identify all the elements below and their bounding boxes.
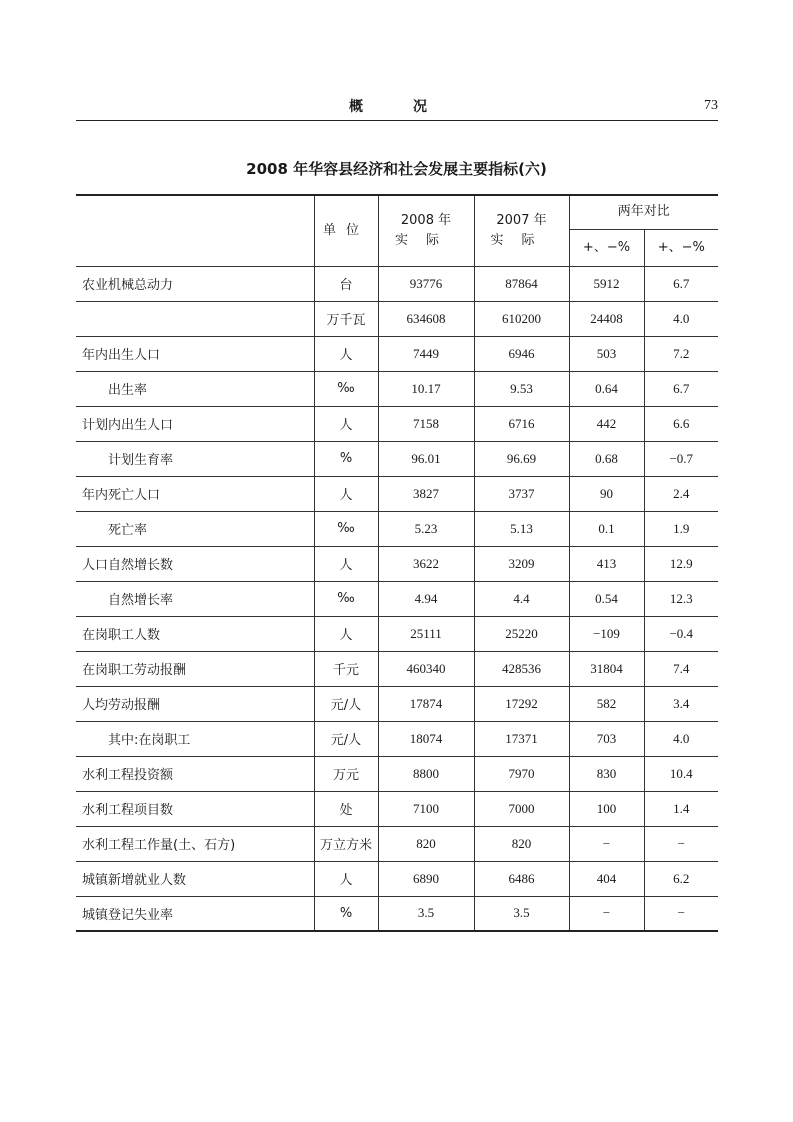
value-2007-cell: 17292 [474, 686, 569, 721]
table-title: 2008 年华容县经济和社会发展主要指标(六) [246, 160, 547, 178]
year-2007-label: 2007 年 [496, 212, 547, 228]
table-row [76, 756, 718, 791]
table-row [76, 441, 718, 476]
unit-cell: 处 [314, 791, 378, 826]
value-2008-cell: 96.01 [378, 441, 474, 476]
pct-cell: 1.4 [644, 791, 718, 826]
table-row [76, 896, 718, 931]
item-cell: 计划生育率 [76, 441, 314, 476]
item-cell: 水利工程工作量(土、石方) [76, 826, 314, 861]
unit-cell: ‰ [314, 581, 378, 616]
item-cell: 农业机械总动力 [76, 266, 314, 301]
table-row [76, 371, 718, 406]
value-2007-cell: 3209 [474, 546, 569, 581]
value-2008-cell: 8800 [378, 756, 474, 791]
table-row [76, 721, 718, 756]
page-number: 73 [704, 98, 718, 113]
diff-cell: 0.1 [569, 511, 644, 546]
value-2007-cell: 6716 [474, 406, 569, 441]
value-2007-cell: 3.5 [474, 896, 569, 931]
pct-column-header [644, 229, 718, 266]
year-2007-sub-label: 实际 [490, 232, 553, 248]
table-row [76, 546, 718, 581]
comparison-column-header [569, 195, 718, 229]
item-cell: 水利工程项目数 [76, 791, 314, 826]
year-2008-sub-label: 实际 [394, 232, 457, 248]
unit-cell: 万千瓦 [314, 301, 378, 336]
unit-cell: ‰ [314, 371, 378, 406]
unit-cell: 台 [314, 266, 378, 301]
item-cell: 出生率 [76, 371, 314, 406]
pct-cell: 2.4 [644, 476, 718, 511]
section-title: 概 况 [349, 99, 445, 115]
unit-cell: % [314, 441, 378, 476]
pct-cell: 4.0 [644, 301, 718, 336]
unit-cell: ‰ [314, 511, 378, 546]
value-2008-cell: 25111 [378, 616, 474, 651]
table-row [76, 581, 718, 616]
unit-cell: 元/人 [314, 721, 378, 756]
diff-cell: −109 [569, 616, 644, 651]
diff-cell: 503 [569, 336, 644, 371]
diff-cell: 442 [569, 406, 644, 441]
item-cell: 在岗职工人数 [76, 616, 314, 651]
pct-cell: 7.2 [644, 336, 718, 371]
item-cell: 城镇登记失业率 [76, 896, 314, 931]
value-2007-cell: 7000 [474, 791, 569, 826]
item-cell: 其中:在岗职工 [76, 721, 314, 756]
unit-cell: 万立方米 [314, 826, 378, 861]
diff-cell: 0.64 [569, 371, 644, 406]
unit-column-header [314, 195, 378, 266]
pct-cell: 7.4 [644, 651, 718, 686]
value-2008-cell: 17874 [378, 686, 474, 721]
value-2008-cell: 5.23 [378, 511, 474, 546]
unit-cell: 人 [314, 616, 378, 651]
diff-cell: 0.68 [569, 441, 644, 476]
year-2008-column-header [378, 195, 474, 266]
value-2007-cell: 610200 [474, 301, 569, 336]
unit-cell: 万元 [314, 756, 378, 791]
table-row [76, 476, 718, 511]
item-cell: 自然增长率 [76, 581, 314, 616]
diff-cell: 404 [569, 861, 644, 896]
item-cell: 在岗职工劳动报酬 [76, 651, 314, 686]
pct-cell: −0.7 [644, 441, 718, 476]
table-row [76, 861, 718, 896]
unit-cell: 人 [314, 406, 378, 441]
diff-cell: 703 [569, 721, 644, 756]
pct-cell: 12.3 [644, 581, 718, 616]
diff-cell: 31804 [569, 651, 644, 686]
year-2008-label: 2008 年 [400, 212, 452, 228]
value-2007-cell: 5.13 [474, 511, 569, 546]
value-2008-cell: 460340 [378, 651, 474, 686]
pct-cell: 3.4 [644, 686, 718, 721]
value-2008-cell: 93776 [378, 266, 474, 301]
indicators-table [76, 194, 718, 932]
value-2007-cell: 6946 [474, 336, 569, 371]
pct-cell: 12.9 [644, 546, 718, 581]
value-2007-cell: 3737 [474, 476, 569, 511]
item-cell: 年内出生人口 [76, 336, 314, 371]
value-2008-cell: 7100 [378, 791, 474, 826]
item-cell: 人均劳动报酬 [76, 686, 314, 721]
value-2008-cell: 3622 [378, 546, 474, 581]
item-cell: 城镇新增就业人数 [76, 861, 314, 896]
diff-cell: 830 [569, 756, 644, 791]
table-row [76, 686, 718, 721]
pct-cell: −0.4 [644, 616, 718, 651]
item-cell: 水利工程投资额 [76, 756, 314, 791]
table-row [76, 616, 718, 651]
value-2008-cell: 10.17 [378, 371, 474, 406]
table-header [76, 195, 718, 266]
diff-cell: 90 [569, 476, 644, 511]
table-row [76, 301, 718, 336]
pct-cell: − [644, 826, 718, 861]
diff-cell: 582 [569, 686, 644, 721]
item-column-header [76, 195, 314, 266]
diff-cell: 100 [569, 791, 644, 826]
table-row [76, 336, 718, 371]
value-2007-cell: 428536 [474, 651, 569, 686]
value-2007-cell: 87864 [474, 266, 569, 301]
diff-cell: − [569, 896, 644, 931]
value-2007-cell: 96.69 [474, 441, 569, 476]
value-2008-cell: 4.94 [378, 581, 474, 616]
table-row [76, 266, 718, 301]
table-row [76, 826, 718, 861]
unit-cell: 人 [314, 476, 378, 511]
value-2008-cell: 820 [378, 826, 474, 861]
year-2007-column-header [474, 195, 569, 266]
pct-cell: 1.9 [644, 511, 718, 546]
diff-cell: 0.54 [569, 581, 644, 616]
table-row [76, 511, 718, 546]
value-2007-cell: 6486 [474, 861, 569, 896]
pct-cell: − [644, 896, 718, 931]
unit-header-label: 单位 [322, 222, 369, 238]
pct-cell: 6.7 [673, 275, 690, 291]
unit-cell: 千元 [314, 651, 378, 686]
table-body [76, 266, 718, 931]
value-2007-cell: 7970 [474, 756, 569, 791]
value-2008-cell: 3827 [378, 476, 474, 511]
value-2008-cell: 6890 [378, 861, 474, 896]
diff-column-header [569, 229, 644, 266]
unit-cell: 人 [314, 546, 378, 581]
pct-cell: 6.6 [644, 406, 718, 441]
diff-header-label: +、−% [582, 239, 631, 255]
diff-cell: − [569, 826, 644, 861]
item-cell: 年内死亡人口 [76, 476, 314, 511]
unit-cell: 元/人 [314, 686, 378, 721]
value-2008-cell: 3.5 [378, 896, 474, 931]
table-row [76, 791, 718, 826]
value-2007-cell: 9.53 [474, 371, 569, 406]
value-2008-cell: 18074 [378, 721, 474, 756]
pct-cell: 6.2 [644, 861, 718, 896]
comparison-label: 两年对比 [617, 204, 670, 220]
unit-cell: 人 [314, 861, 378, 896]
unit-cell: 人 [314, 336, 378, 371]
item-cell [76, 301, 314, 336]
table-row [76, 406, 718, 441]
pct-header-label: +、−% [657, 239, 705, 255]
diff-cell: 5912 [569, 266, 644, 301]
value-2007-cell: 25220 [474, 616, 569, 651]
diff-cell: 24408 [569, 301, 644, 336]
unit-cell: % [314, 896, 378, 931]
value-2007-cell: 17371 [474, 721, 569, 756]
diff-cell: 413 [569, 546, 644, 581]
value-2008-cell: 7449 [378, 336, 474, 371]
value-2007-cell: 820 [474, 826, 569, 861]
value-2007-cell: 4.4 [474, 581, 569, 616]
pct-cell: 10.4 [644, 756, 718, 791]
item-cell: 计划内出生人口 [76, 406, 314, 441]
pct-cell: 4.0 [644, 721, 718, 756]
item-cell: 人口自然增长数 [76, 546, 314, 581]
pct-cell: 6.7 [644, 371, 718, 406]
value-2008-cell: 634608 [378, 301, 474, 336]
table-row [76, 651, 718, 686]
item-cell: 死亡率 [76, 511, 314, 546]
page-header [76, 94, 718, 121]
value-2008-cell: 7158 [378, 406, 474, 441]
